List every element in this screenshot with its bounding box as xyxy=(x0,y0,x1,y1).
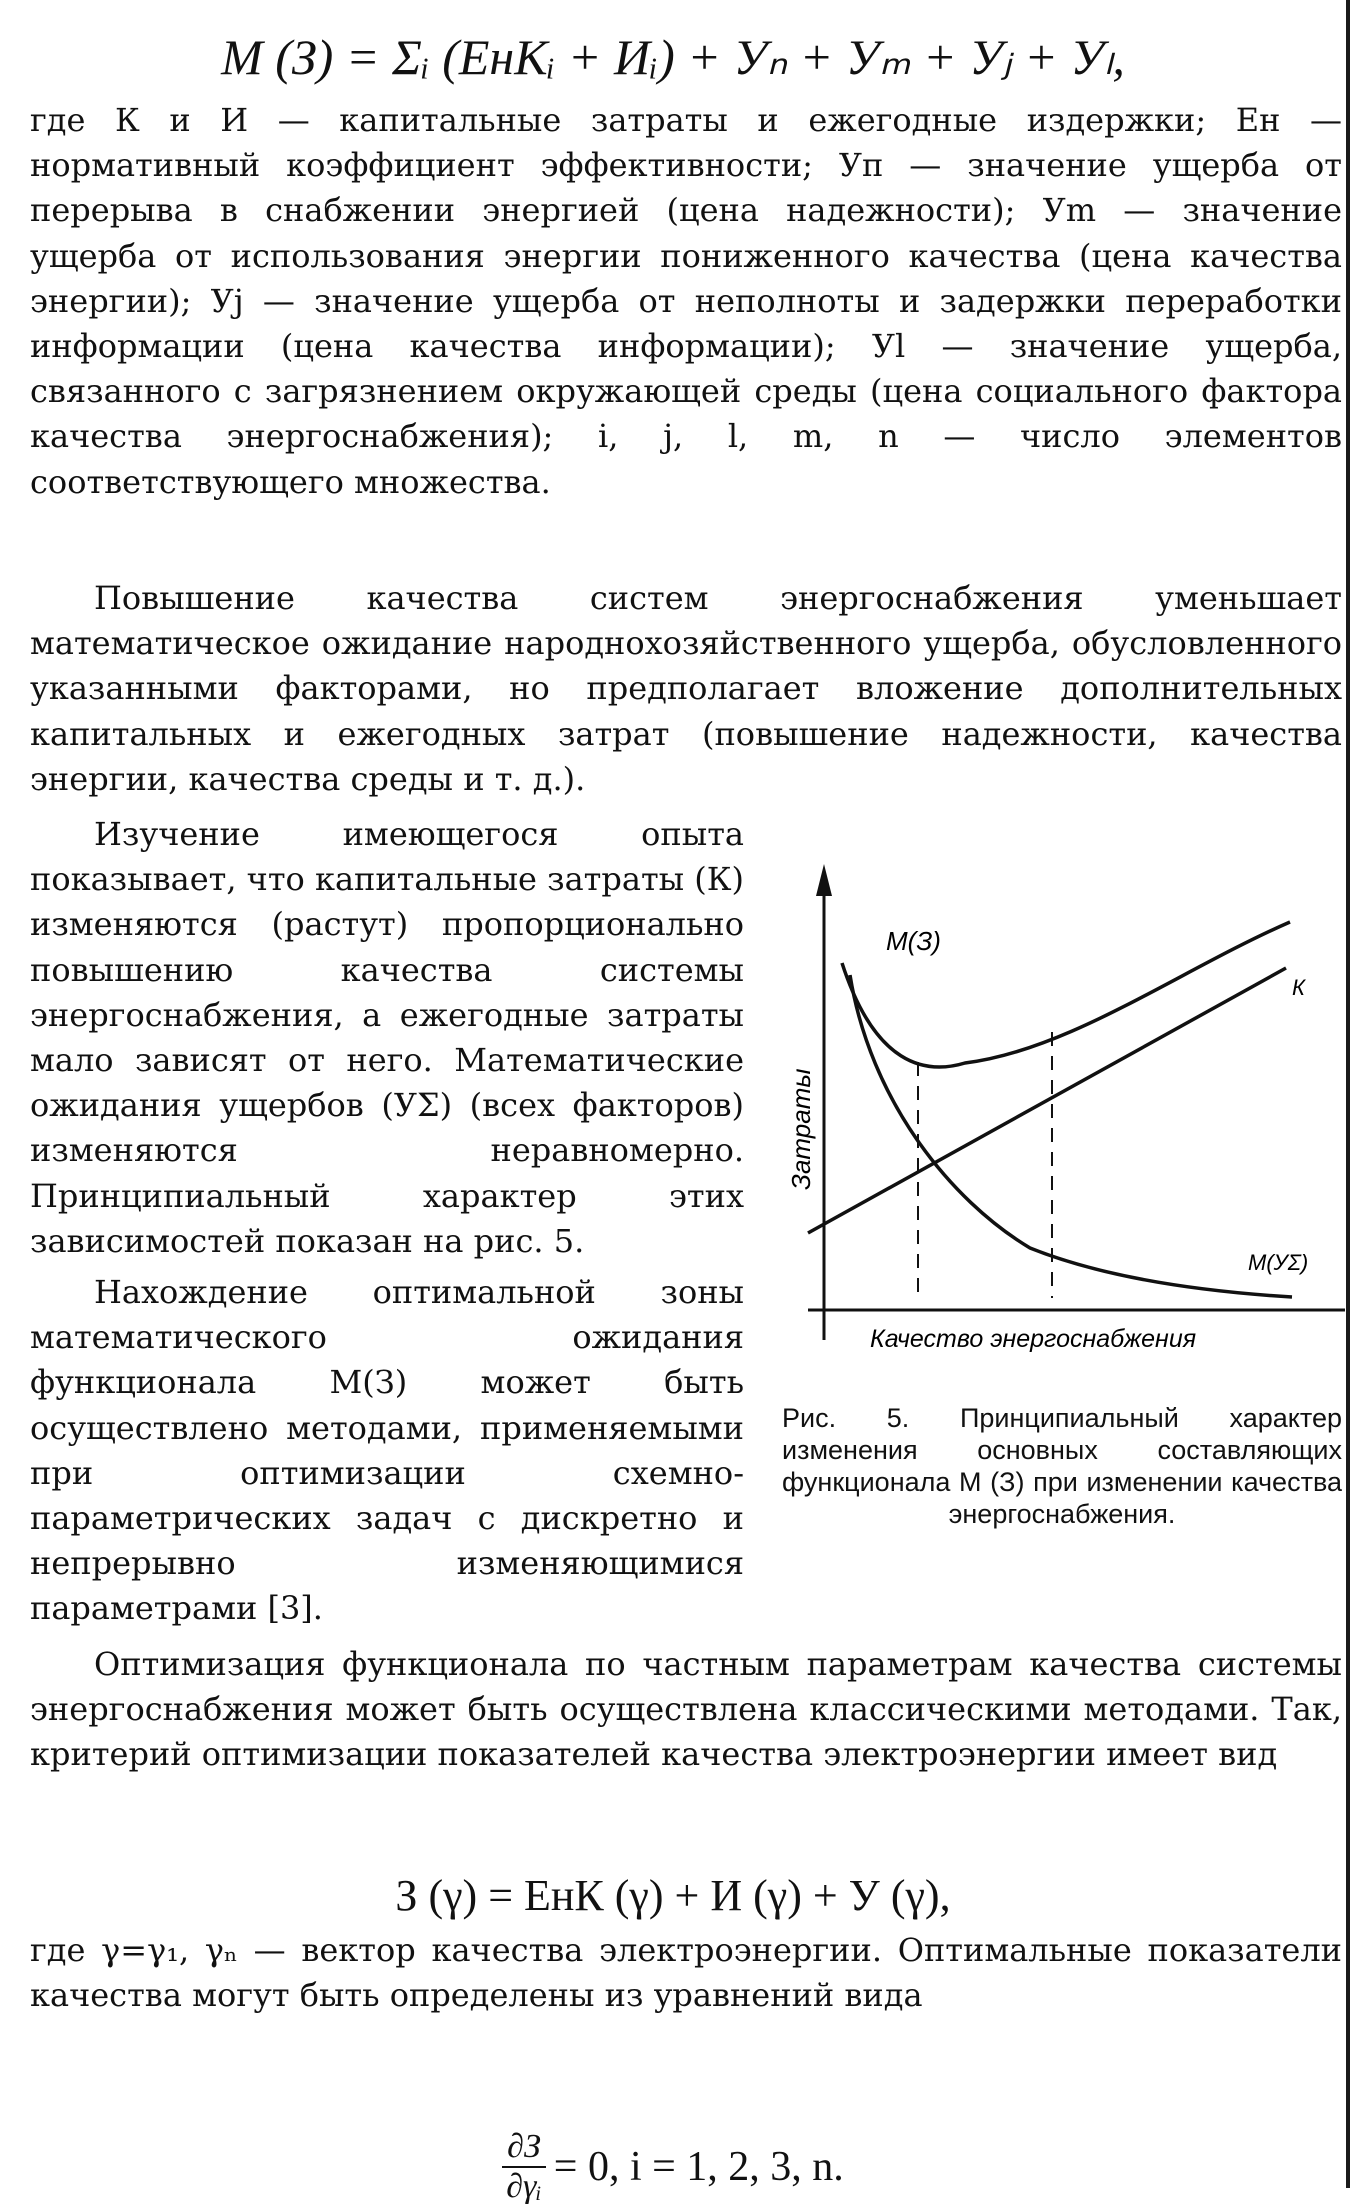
curve-total-label: М(З) xyxy=(886,926,941,956)
curve-capital-label: К xyxy=(1292,975,1305,1000)
curve-damage-label: М(УΣ) xyxy=(1248,1250,1309,1275)
figure-5-chart xyxy=(786,860,1346,1380)
figure-5-caption: Рис. 5. Принципиальный характер изменения основных составляющих функционала М (З) при изменении качества энергоснабжения. xyxy=(782,1403,1342,1529)
paragraph-optimal-zone: Нахождение оптимальной зоны математического ожидания функционала М(З) может быть осуществлено методами, применяемыми при оптимизации схемно-параметрических задач с дискретно и непрерывно изменяющимися параметрами [3]. xyxy=(30,1273,744,1628)
x-axis-label: Качество энергоснабжения xyxy=(870,1325,1197,1353)
formula-derivative xyxy=(0,2128,1346,2206)
paragraph-quality: Повышение качества систем энергоснабжения уменьшает математическое ожидание народнохозяйственного ущерба, обусловленного указанными факторами, но предполагает вложение дополнительных капитальных и ежегодных затрат (повышение надежности, качества энергии, качества среды и т. д.). xyxy=(30,579,1342,798)
derivative-numerator: ∂З xyxy=(502,2128,546,2168)
paragraph-vector: где γ=γ₁, γₙ — вектор качества электроэнергии. Оптимальные показатели качества могут быть определены из уравнений вида xyxy=(30,1931,1342,2015)
derivative-denominator: ∂γᵢ xyxy=(506,2168,542,2205)
formula-criterion: З (γ) = EнК (γ) + И (γ) + У (γ), xyxy=(395,1871,951,1920)
paragraph-experience: Изучение имеющегося опыта показывает, что капитальные затраты (К) изменяются (растут) пропорционально повышению качества системы энергоснабжения, а ежегодные затраты мало зависят от него. Математические ожидания ущербов (УΣ) (всех факторов) изменяются неравномерно. Принципиальный характер этих зависимостей показан на рис. 5. xyxy=(30,815,745,1260)
derivative-rest: = 0, i = 1, 2, 3, n. xyxy=(553,2144,844,2190)
paragraph-optimization: Оптимизация функционала по частным параметрам качества системы энергоснабжения может быть осуществлена классическими методами. Так, критерий оптимизации показателей качества электроэнергии имеет вид xyxy=(30,1645,1342,1774)
capital-cost-line xyxy=(808,968,1286,1233)
derivative-fraction xyxy=(502,2128,546,2206)
y-axis-arrow-icon xyxy=(816,864,832,896)
y-axis-label: Затраты xyxy=(786,1068,816,1190)
paragraph-definitions: где К и И — капитальные затраты и ежегодные издержки; Ен — нормативный коэффициент эффективности; Уп — значение ущерба от перерыва в снабжении энергией (цена надежности); Уm — значение ущерба от использования энергии пониженного качества (цена качества энергии); Уj — значение ущерба от неполноты и задержки переработки информации (цена качества информации); Уl — значение ущерба, связанного с загрязнением окружающей среды (цена социального фактора качества энергоснабжения); i, j, l, m, n — число элементов соответствующего множества. xyxy=(30,101,1342,501)
formula-functional: М (З) = Σᵢ (EнКᵢ + Иᵢ) + Уₙ + Уₘ + Уⱼ + Уₗ, xyxy=(221,29,1125,85)
page-edge-rule xyxy=(1346,0,1350,2188)
damage-curve xyxy=(850,975,1292,1297)
